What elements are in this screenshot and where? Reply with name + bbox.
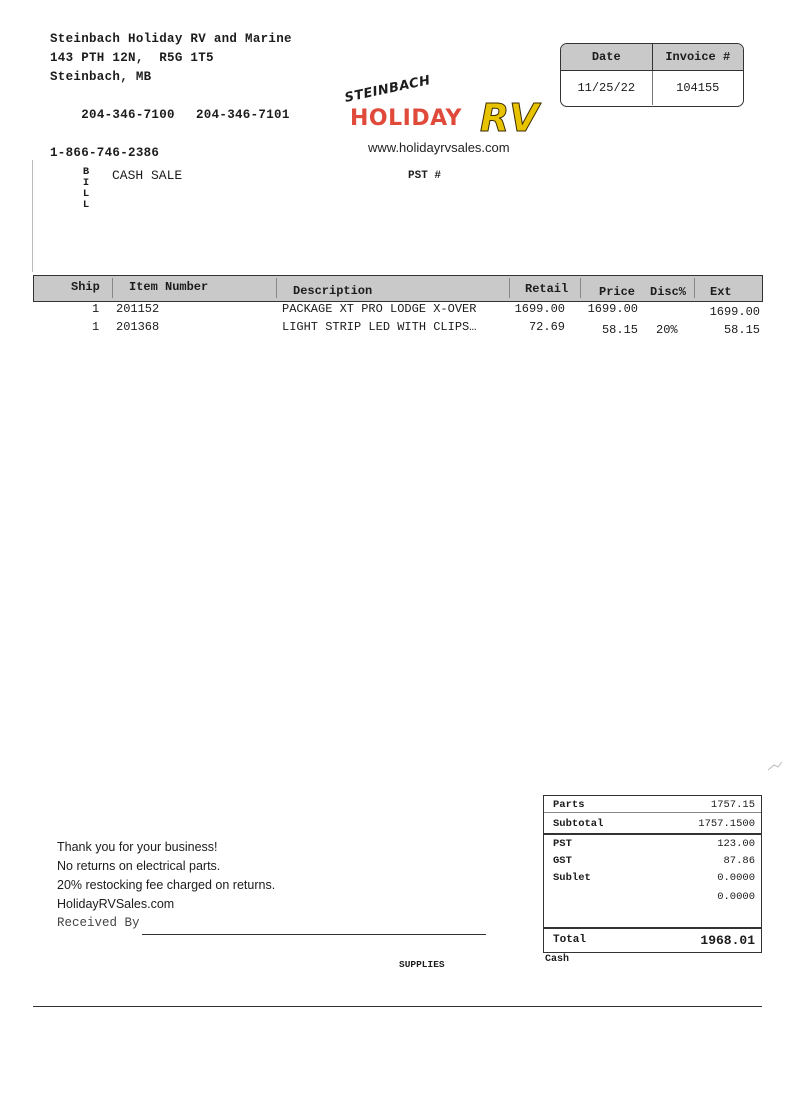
supplies-label: SUPPLIES xyxy=(399,959,445,970)
total-label: Total xyxy=(553,934,587,946)
parts-value: 1757.15 xyxy=(710,799,755,811)
received-by-label: Received By xyxy=(57,916,140,930)
bill-to-customer: CASH SALE xyxy=(112,168,183,183)
gst-label: GST xyxy=(553,855,572,867)
parts-label: Parts xyxy=(553,799,585,811)
invoice-box xyxy=(560,43,744,107)
invoice-date: 11/25/22 xyxy=(561,71,653,105)
pst-number-label: PST # xyxy=(408,170,442,182)
note-line: HolidayRVSales.com xyxy=(57,897,175,911)
row-item-number: 201152 xyxy=(116,302,160,316)
footer-note xyxy=(57,838,275,914)
logo-holiday: HOLIDAY xyxy=(350,106,462,131)
company-name: Steinbach Holiday RV and Marine xyxy=(50,32,292,46)
logo-rv: RV xyxy=(480,96,539,140)
row-ext: 58.15 xyxy=(723,323,760,337)
table-row xyxy=(33,320,763,337)
bill-divider xyxy=(32,160,33,272)
company-tollfree: 1-866-746-2386 xyxy=(50,146,160,160)
col-ship: Ship xyxy=(71,280,100,294)
sublet-value: 0.0000 xyxy=(717,872,755,884)
note-line: No returns on electrical parts. xyxy=(57,859,221,873)
row-ship: 1 xyxy=(92,320,100,334)
row-description: LIGHT STRIP LED WITH CLIPS… xyxy=(282,320,477,334)
pencil-mark-icon xyxy=(766,760,784,772)
extra-value: 0.0000 xyxy=(717,891,755,903)
note-line: Thank you for your business! xyxy=(57,840,218,854)
row-retail: 72.69 xyxy=(528,320,565,334)
company-phone: 204-346-7100 xyxy=(81,108,175,122)
company-logo xyxy=(340,73,540,160)
row-item-number: 201368 xyxy=(116,320,160,334)
items-table-header xyxy=(33,275,763,302)
payment-method: Cash xyxy=(545,954,570,965)
totals-box xyxy=(543,795,762,953)
company-info xyxy=(50,30,292,163)
row-ext: 1699.00 xyxy=(709,305,760,319)
pst-label: PST xyxy=(553,838,572,850)
bill-letter: I xyxy=(82,177,90,189)
col-ext: Ext xyxy=(710,285,732,299)
row-price: 58.15 xyxy=(601,323,638,337)
gst-value: 87.86 xyxy=(723,855,755,867)
invoice-number: 104155 xyxy=(676,81,720,95)
bottom-divider xyxy=(33,1006,762,1007)
note-line: 20% restocking fee charged on returns. xyxy=(57,878,276,892)
col-retail: Retail xyxy=(525,282,569,296)
col-description: Description xyxy=(293,284,373,298)
row-ship: 1 xyxy=(92,302,100,316)
company-address: 143 PTH 12N, R5G 1T5 xyxy=(50,51,214,65)
bill-label xyxy=(81,167,91,211)
sublet-label: Sublet xyxy=(553,872,591,884)
signature-line xyxy=(142,934,486,935)
subtotal-label: Subtotal xyxy=(553,818,604,830)
subtotal-value: 1757.1500 xyxy=(698,818,755,830)
bill-letter: L xyxy=(82,188,90,200)
row-retail: 1699.00 xyxy=(514,302,565,316)
pst-value: 123.00 xyxy=(717,838,755,850)
row-description: PACKAGE XT PRO LODGE X-OVER xyxy=(282,302,477,316)
logo-steinbach: STEINBACH xyxy=(343,73,432,106)
table-row xyxy=(33,302,763,319)
col-disc: Disc% xyxy=(650,285,687,299)
col-item-number: Item Number xyxy=(129,280,209,294)
company-fax: 204-346-7101 xyxy=(196,108,290,122)
col-price: Price xyxy=(599,285,636,299)
company-city: Steinbach, MB xyxy=(50,70,152,84)
date-label: Date xyxy=(561,44,653,70)
invoice-number-label: Invoice # xyxy=(665,50,731,64)
total-value: 1968.01 xyxy=(700,933,755,948)
bill-letter: L xyxy=(82,199,90,211)
row-disc: 20% xyxy=(656,323,678,337)
bill-letter: B xyxy=(82,166,90,178)
logo-url: www.holidayrvsales.com xyxy=(368,140,510,155)
row-price: 1699.00 xyxy=(587,302,638,316)
